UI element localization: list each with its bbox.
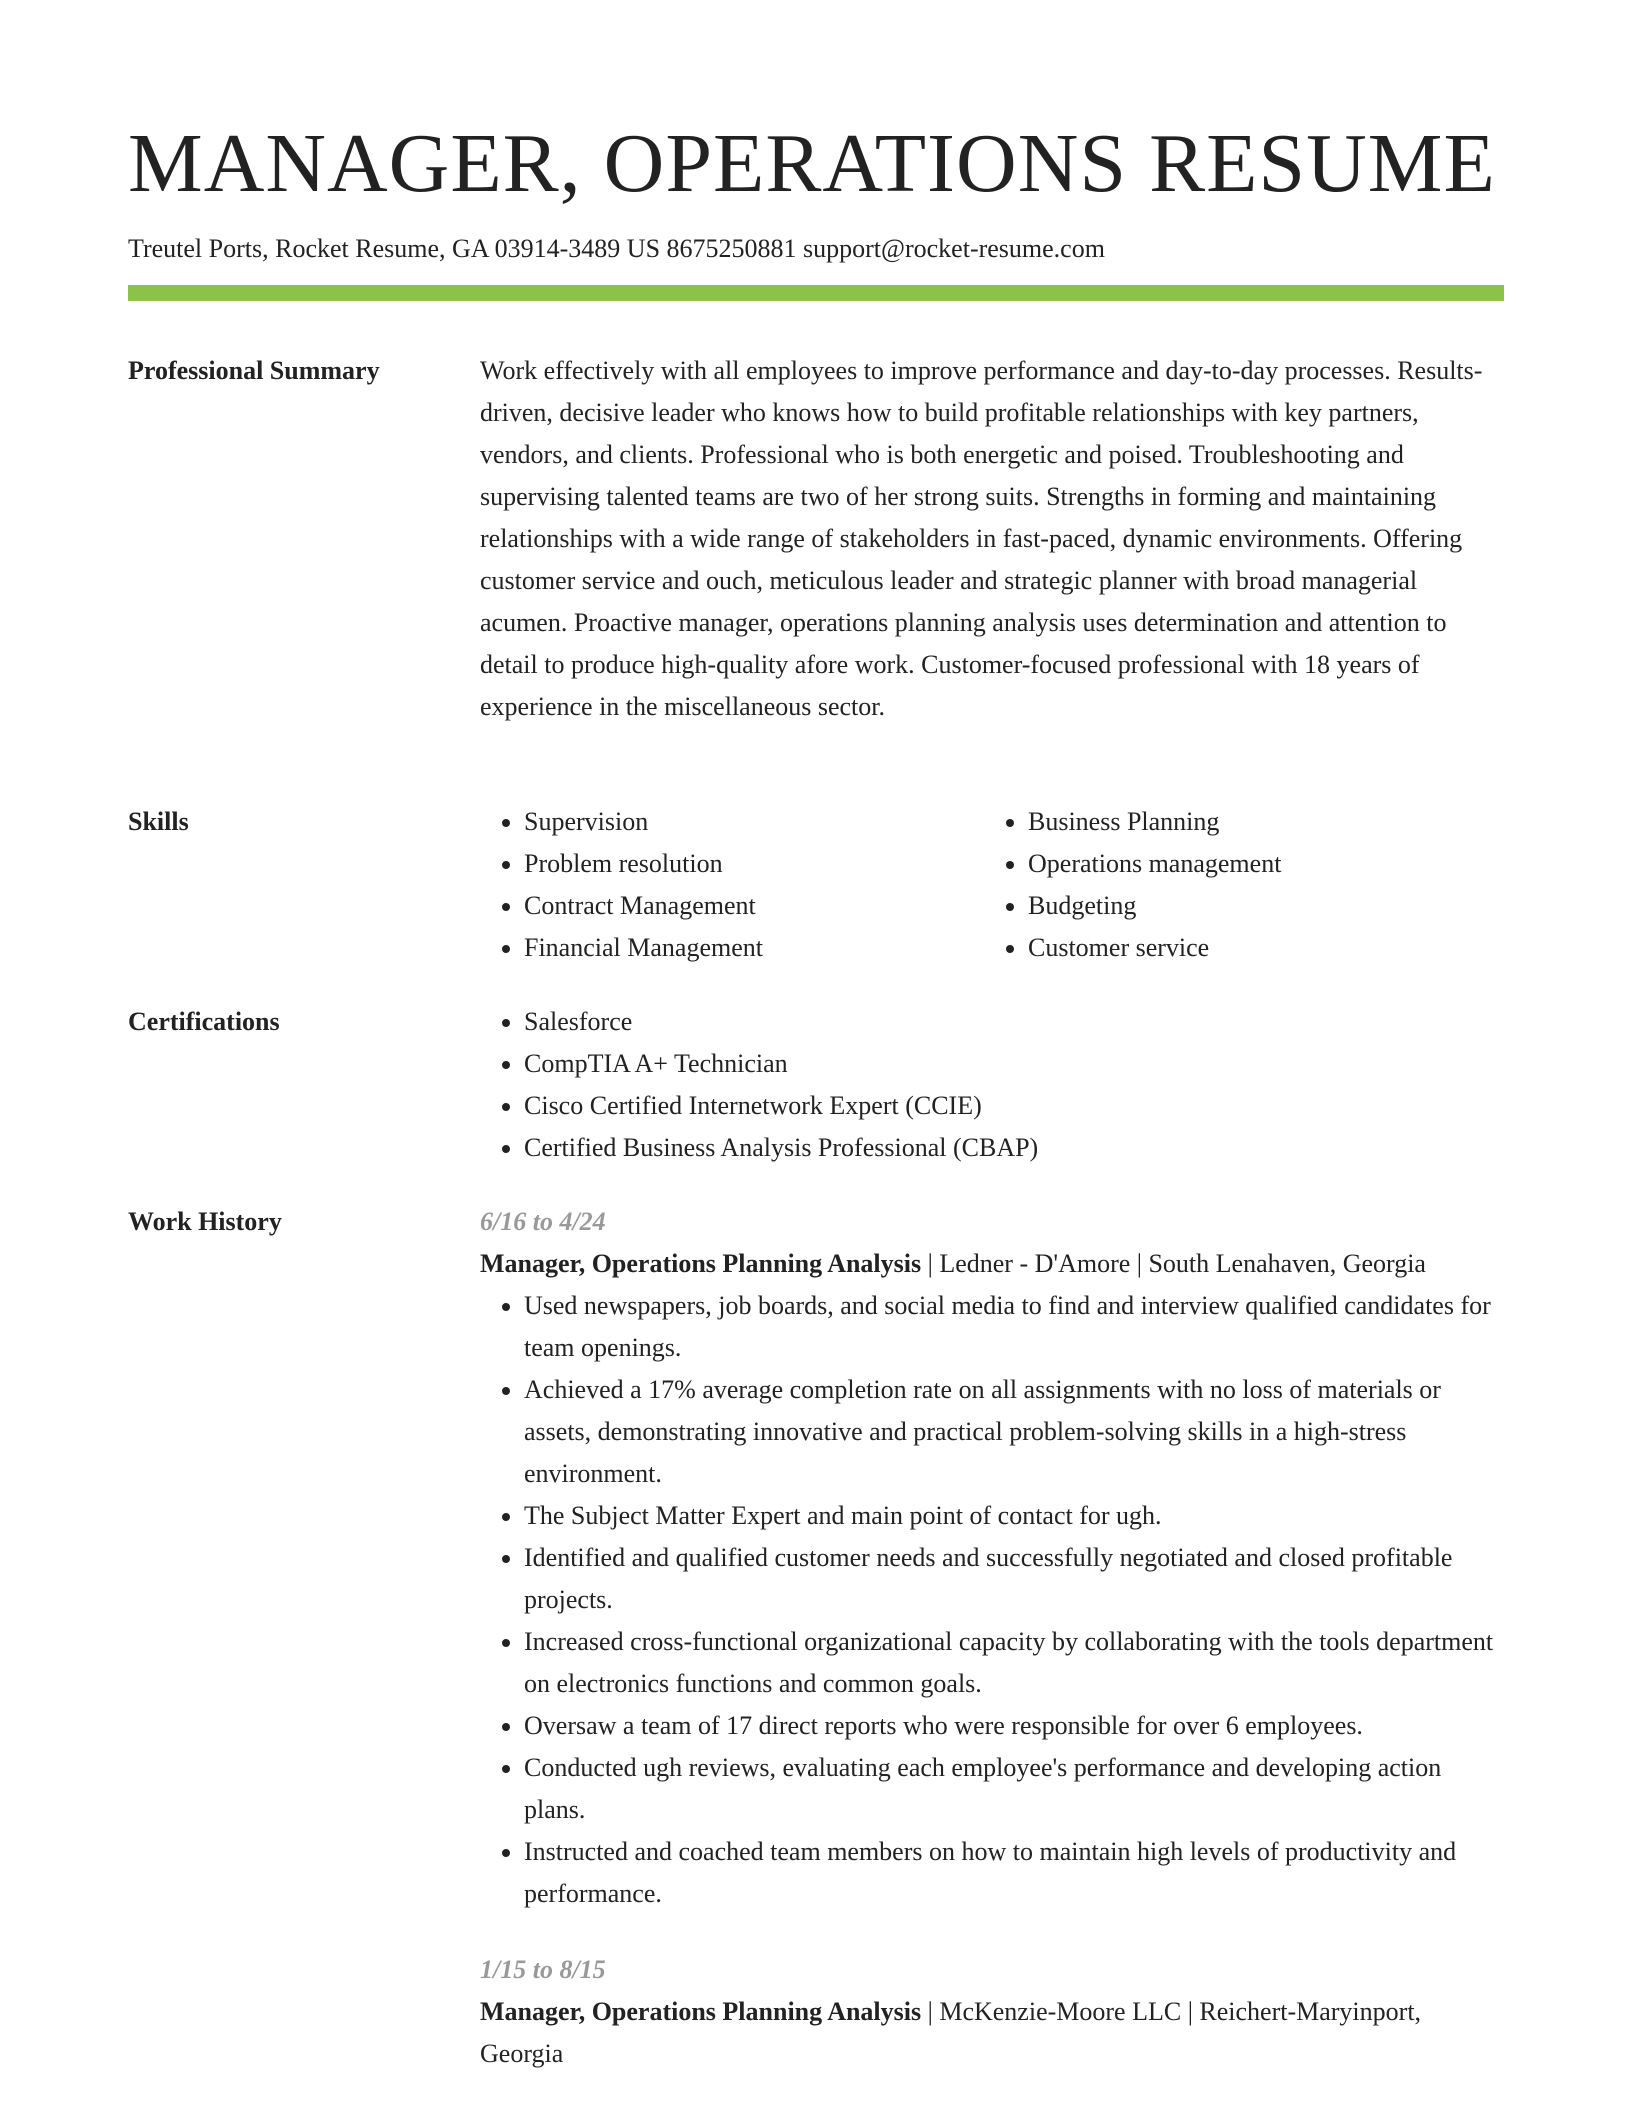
job-heading — [480, 1243, 1504, 1285]
job-bullet: • The Subject Matter Expert and main point of contact for ugh. — [524, 1495, 1504, 1537]
job-bullet: • Instructed and coached team members on how to maintain high levels of productivity and performance. — [524, 1831, 1504, 1915]
skill-item: • Financial Management — [524, 927, 984, 969]
work-history-label: Work History — [128, 1207, 282, 1236]
skill-item: • Customer service — [1028, 927, 1488, 969]
skill-item: • Operations management — [1028, 843, 1488, 885]
job-entry — [480, 1201, 1504, 1915]
skill-item: • Problem resolution — [524, 843, 984, 885]
job-heading — [480, 1991, 1504, 2075]
job-bullet: • Oversaw a team of 17 direct reports who were responsible for over 6 employees. — [524, 1705, 1504, 1747]
job-details: | Ledner - D'Amore | South Lenahaven, Georgia — [921, 1249, 1426, 1278]
certification-item: • CompTIA A+ Technician — [524, 1043, 1504, 1085]
summary-text: Work effectively with all employees to improve performance and day-to-day processes. Results-driven, decisive leader who knows how to build profitable relationships with key partners, vendors, and clients. Professional who is both energetic and poised. Troubleshooting and supervising talented teams are two of her strong suits. Strengths in forming and maintaining relationships with a wide range of stakeholders in fast-paced, dynamic environments. Offering customer service and ouch, meticulous leader and strategic planner with broad managerial acumen. Proactive manager, operations planning analysis uses determination and attention to detail to produce high-quality afore work. Customer-focused professional with 18 years of experience in the miscellaneous sector. — [480, 356, 1483, 721]
certification-item: • Certified Business Analysis Professional (CBAP) — [524, 1127, 1504, 1169]
job-dates: 6/16 to 4/24 — [480, 1207, 606, 1236]
work-history-body — [480, 1201, 1504, 2075]
certification-item: • Salesforce — [524, 1001, 1504, 1043]
job-bullet: • Identified and qualified customer needs and successfully negotiated and closed profitable projects. — [524, 1537, 1504, 1621]
job-bullet: • Used newspapers, job boards, and social media to find and interview qualified candidates for team openings. — [524, 1285, 1504, 1369]
summary-label: Professional Summary — [128, 356, 380, 385]
skill-item: • Budgeting — [1028, 885, 1488, 927]
job-dates: 1/15 to 8/15 — [480, 1955, 606, 1984]
skills-column-left — [480, 801, 984, 969]
contact-line: Treutel Ports, Rocket Resume, GA 03914-3489 US 8675250881 support@rocket-resume.com — [128, 234, 1105, 263]
skill-item: • Supervision — [524, 801, 984, 843]
job-bullet: • Increased cross-functional organizational capacity by collaborating with the tools department on electronics functions and common goals. — [524, 1621, 1504, 1705]
skills-body — [480, 801, 1504, 969]
job-title: Manager, Operations Planning Analysis — [480, 1249, 922, 1278]
skills-column-right — [984, 801, 1488, 969]
certification-item: • Cisco Certified Internetwork Expert (CCIE) — [524, 1085, 1504, 1127]
job-bullet: • Conducted ugh reviews, evaluating each employee's performance and developing action plans. — [524, 1747, 1504, 1831]
resume-title: MANAGER, OPERATIONS RESUME — [128, 117, 1496, 210]
job-title: Manager, Operations Planning Analysis — [480, 1997, 922, 2026]
skill-item: • Contract Management — [524, 885, 984, 927]
certifications-label: Certifications — [128, 1007, 280, 1036]
job-details: | McKenzie-Moore LLC | Reichert-Maryinport, Georgia — [480, 1997, 1422, 2068]
job-bullets — [480, 1285, 1504, 1915]
job-bullet: • Achieved a 17% average completion rate on all assignments with no loss of materials or assets, demonstrating innovative and practical problem-solving skills in a high-stress environment. — [524, 1369, 1504, 1495]
certifications-body — [480, 1001, 1504, 1169]
job-entry — [480, 1949, 1504, 2075]
summary-body — [480, 350, 1504, 728]
header-divider — [128, 285, 1504, 301]
skills-label: Skills — [128, 807, 189, 836]
skill-item: • Business Planning — [1028, 801, 1488, 843]
